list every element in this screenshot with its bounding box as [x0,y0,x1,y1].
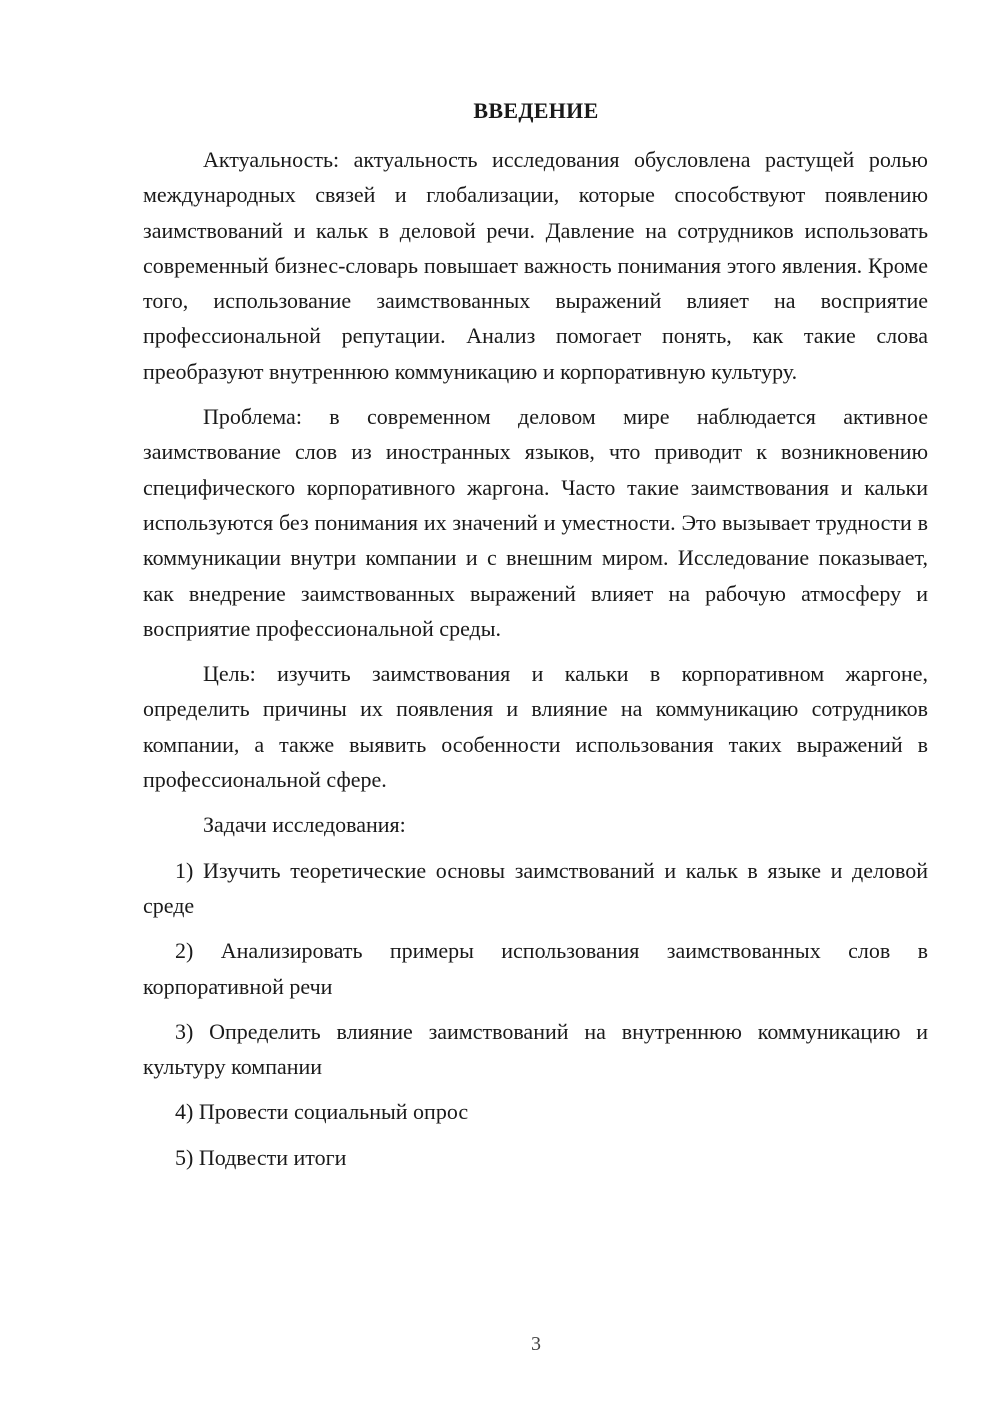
paragraph-relevance: Актуальность: актуальность исследования обусловлена растущей ролью международных связей и глобализации, которые способствуют появлению заимствований и кальк в деловой речи. Давление на сотрудников использовать современный бизнес-словарь повышает важность понимания этого явления. Кроме того, использование заимствованных выражений влияет на восприятие профессиональной репутации. Анализ помогает понять, как такие слова преобразуют внутреннюю коммуникацию и корпоративную культуру. [143,147,928,384]
body-text [143,142,928,1185]
task-item: 1) Изучить теоретические основы заимствований и кальк в языке и деловой среде [143,857,928,918]
task-item: 4) Провести социальный опрос [175,1099,469,1125]
paragraph-goal: Цель: изучить заимствования и кальки в корпоративном жаргоне, определить причины их появления и влияние на коммуникацию сотрудников компании, а также выявить особенности использования таких выражений в профессиональной сфере. [143,661,928,793]
task-item: 2) Анализировать примеры использования заимствованных слов в корпоративной речи [143,938,928,999]
paragraph-problem: Проблема: в современном деловом мире наблюдается активное заимствование слов из иностранных языков, что приводит к возникновению специфического корпоративного жаргона. Часто такие заимствования и кальки используются без понимания их значений и уместности. Это вызывает трудности в коммуникации внутри компании и с внешним миром. Исследование показывает, как внедрение заимствованных выражений влияет на рабочую атмосферу и восприятие профессиональной среды. [143,404,928,641]
page-number: 3 [531,1333,541,1355]
task-item: 3) Определить влияние заимствований на внутреннюю коммуникацию и культуру компании [143,1018,928,1080]
task-item: 5) Подвести итоги [175,1144,347,1170]
page-title: ВВЕДЕНИЕ [473,98,599,123]
tasks-heading: Задачи исследования: [203,812,406,838]
